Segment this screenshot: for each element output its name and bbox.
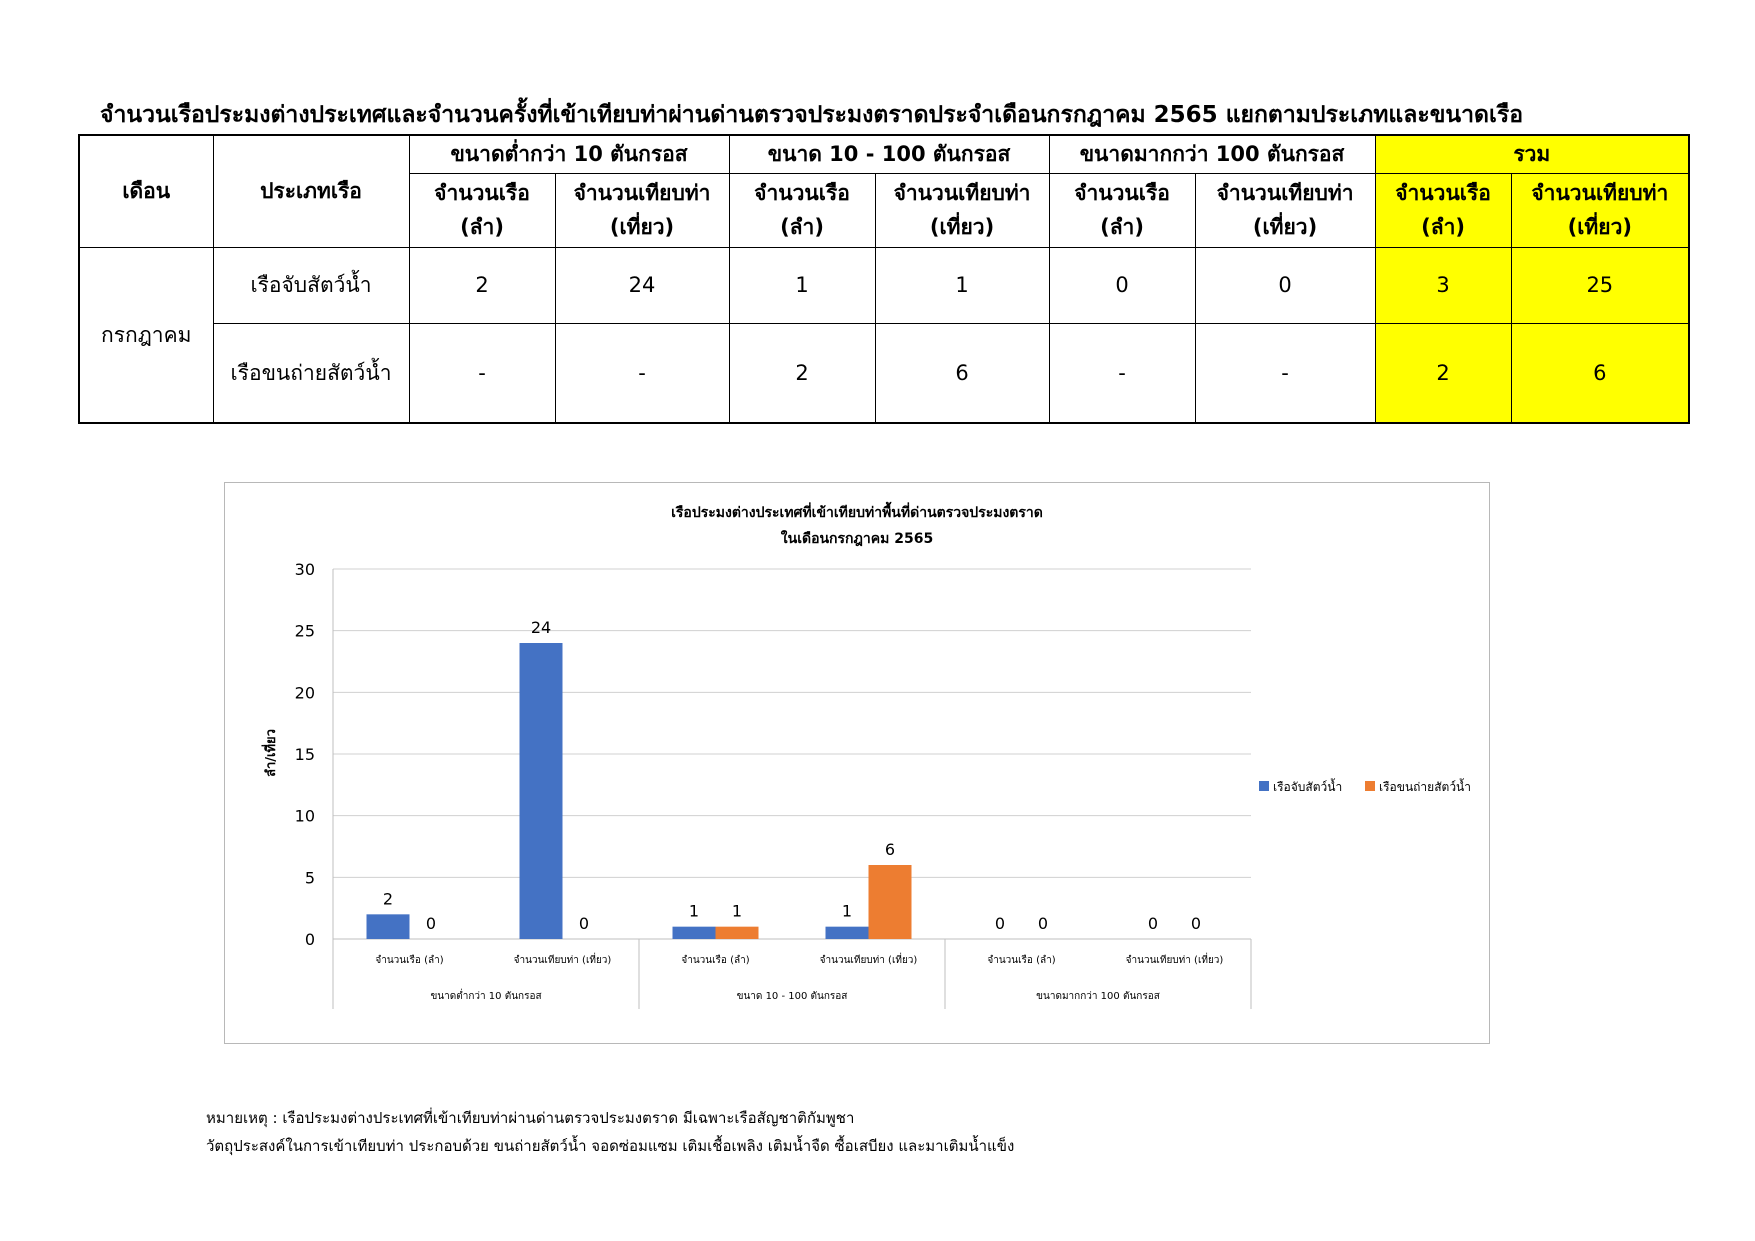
subheader-trips: จำนวนเทียบท่า (เที่ยว) [555, 173, 729, 247]
data-label: 1 [688, 901, 700, 921]
data-label: 0 [994, 914, 1006, 933]
chart-title-line2: ในเดือนกรกฎาคม 2565 [780, 531, 934, 547]
cell-value: 0 [1195, 247, 1375, 323]
data-label: 0 [1037, 914, 1049, 933]
x-category-label: จำนวนเรือ (ลำ) [681, 955, 750, 966]
bar [716, 927, 759, 939]
subheader-boats: จำนวนเรือ (ลำ) [1049, 173, 1195, 247]
cell-total: 6 [1511, 323, 1689, 423]
data-label: 0 [578, 914, 590, 933]
y-tick-label: 20 [294, 683, 315, 703]
header-group-10-100: ขนาด 10 - 100 ตันกรอส [729, 135, 1049, 173]
bar-chart [225, 483, 1489, 1043]
cell-value: - [555, 323, 729, 423]
cell-value: 24 [555, 247, 729, 323]
x-category-label: จำนวนเรือ (ลำ) [375, 955, 444, 966]
x-group-label: ขนาด 10 - 100 ตันกรอส [736, 991, 848, 1002]
cell-value: 2 [729, 323, 875, 423]
cell-value: 2 [409, 247, 555, 323]
chart-title-line1: เรือประมงต่างประเทศที่เข้าเทียบท่าพื้นที่ด่านตรวจประมงตราด [671, 505, 1043, 521]
cell-month: กรกฎาคม [79, 247, 213, 423]
header-boat-type: ประเภทเรือ [213, 135, 409, 247]
cell-boat-type: เรือขนถ่ายสัตว์น้ำ [213, 323, 409, 423]
cell-value: 1 [875, 247, 1049, 323]
data-label: 1 [731, 901, 743, 921]
chart-plot-area [295, 560, 1471, 1009]
y-tick-label: 25 [294, 621, 315, 641]
cell-total: 2 [1375, 323, 1511, 423]
x-category-label: จำนวนเทียบท่า (เที่ยว) [819, 955, 918, 966]
cell-boat-type: เรือจับสัตว์น้ำ [213, 247, 409, 323]
table-row [79, 247, 1689, 323]
cell-value: 6 [875, 323, 1049, 423]
subheader-trips: จำนวนเทียบท่า (เที่ยว) [875, 173, 1049, 247]
x-category-label: จำนวนเทียบท่า (เที่ยว) [513, 955, 612, 966]
y-tick-label: 0 [304, 930, 315, 949]
y-tick-label: 15 [294, 745, 315, 764]
x-group-label: ขนาดมากกว่า 100 ตันกรอส [1036, 991, 1160, 1002]
data-label: 0 [1147, 914, 1159, 933]
cell-value: - [409, 323, 555, 423]
document-title: จำนวนเรือประมงต่างประเทศและจำนวนครั้งที่เข้าเทียบท่าผ่านด่านตรวจประมงตราดประจำเดือนกรกฎาคม 2565 แยกตามประเภทและขนาดเรือ [100, 102, 1524, 128]
data-label: 24 [530, 618, 552, 637]
x-group-label: ขนาดต่ำกว่า 10 ตันกรอส [430, 991, 542, 1002]
data-label: 6 [884, 840, 896, 859]
legend-label: เรือจับสัตว์น้ำ [1273, 780, 1343, 794]
data-label: 0 [1190, 914, 1202, 933]
summary-table [78, 134, 1690, 424]
y-tick-label: 30 [294, 560, 315, 579]
cell-total: 25 [1511, 247, 1689, 323]
data-label: 0 [425, 914, 437, 933]
subheader-boats: จำนวนเรือ (ลำ) [409, 173, 555, 247]
bar [673, 927, 716, 939]
bar [520, 643, 563, 939]
header-month: เดือน [79, 135, 213, 247]
legend-swatch [1259, 781, 1269, 791]
cell-value: 1 [729, 247, 875, 323]
cell-value: - [1195, 323, 1375, 423]
data-label: 1 [841, 901, 853, 921]
x-category-label: จำนวนเรือ (ลำ) [987, 955, 1056, 966]
x-category-label: จำนวนเทียบท่า (เที่ยว) [1125, 955, 1224, 966]
bar [826, 927, 869, 939]
cell-total: 3 [1375, 247, 1511, 323]
legend-label: เรือขนถ่ายสัตว์น้ำ [1379, 780, 1471, 794]
header-group-total: รวม [1375, 135, 1689, 173]
y-axis-label: ลำ/เที่ยว [264, 729, 279, 777]
header-group-over-100: ขนาดมากกว่า 100 ตันกรอส [1049, 135, 1375, 173]
subheader-boats: จำนวนเรือ (ลำ) [729, 173, 875, 247]
subheader-trips-total: จำนวนเทียบท่า (เที่ยว) [1511, 173, 1689, 247]
subheader-trips: จำนวนเทียบท่า (เที่ยว) [1195, 173, 1375, 247]
note-line: วัตถุประสงค์ในการเข้าเทียบท่า ประกอบด้วย ขนถ่ายสัตว์น้ำ จอดซ่อมแซม เติมเชื้อเพลิง เติมน้ำจืด ซื้อเสบียง และมาเติมน้ำแข็ง [206, 1137, 1015, 1155]
note-line: หมายเหตุ : เรือประมงต่างประเทศที่เข้าเทียบท่าผ่านด่านตรวจประมงตราด มีเฉพาะเรือสัญชาติกัมพูชา [206, 1109, 855, 1127]
legend-swatch [1365, 781, 1375, 791]
cell-value: - [1049, 323, 1195, 423]
y-tick-label: 10 [294, 806, 315, 826]
cell-value: 0 [1049, 247, 1195, 323]
y-tick-label: 5 [304, 868, 315, 888]
bar [869, 865, 912, 939]
footnotes [206, 1104, 1606, 1160]
data-label: 2 [382, 889, 394, 909]
subheader-boats-total: จำนวนเรือ (ลำ) [1375, 173, 1511, 247]
chart-container [224, 482, 1490, 1044]
bar [367, 914, 410, 939]
table-row [79, 323, 1689, 423]
header-group-under-10: ขนาดต่ำกว่า 10 ตันกรอส [409, 135, 729, 173]
